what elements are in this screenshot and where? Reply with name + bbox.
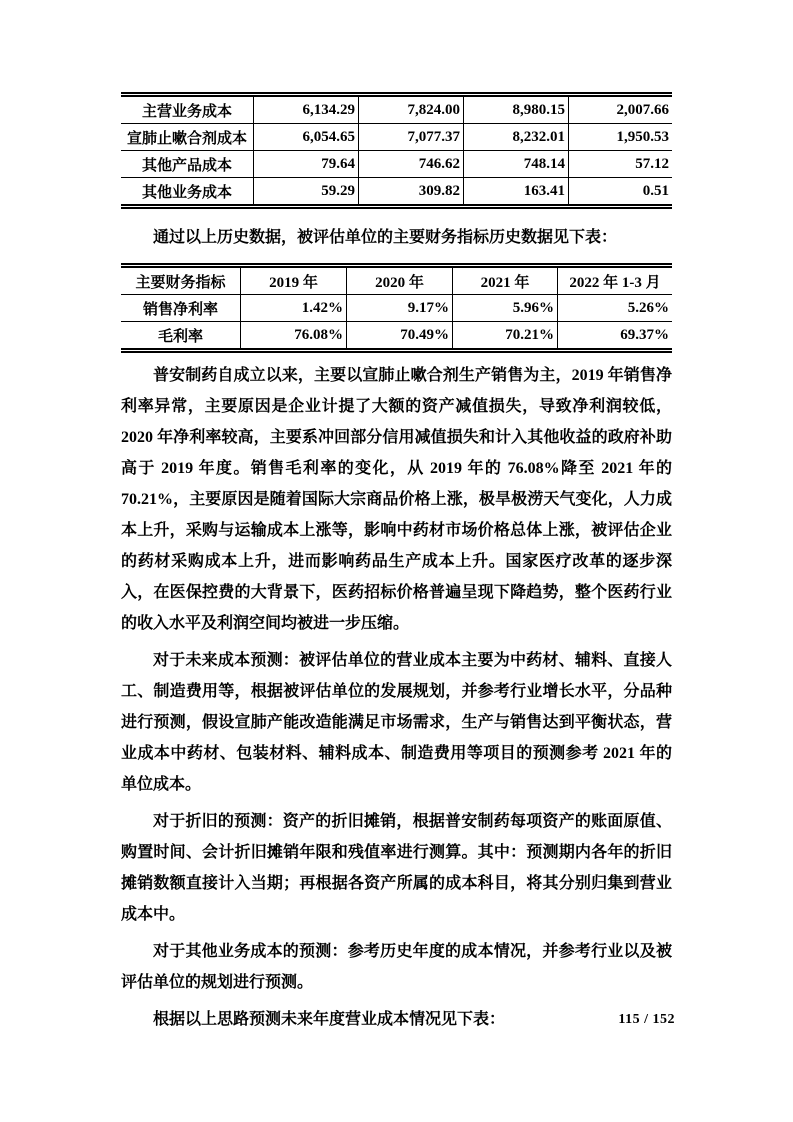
column-header: 2019 年	[240, 268, 346, 294]
table-cell: 748.14	[463, 150, 568, 177]
financial-indicators-table	[121, 263, 672, 353]
table-row	[121, 294, 672, 321]
table-cell: 309.82	[358, 177, 463, 204]
paragraph-depreciation-forecast: 对于折旧的预测：资产的折旧摊销，根据普安制药每项资产的账面原值、购置时间、会计折旧摊销年限和残值率进行测算。其中：预测期内各年的折旧摊销数额直接计入当期；再根据各资产所属的成本科目，将其分别归集到营业成本中。	[121, 813, 672, 923]
table-cell: 6,054.65	[253, 123, 358, 150]
cost-history-table	[121, 92, 672, 209]
table-cell: 1.42%	[240, 294, 346, 321]
row-label: 主营业务成本	[141, 103, 232, 120]
table-cell: 746.62	[358, 150, 463, 177]
paragraph-history-analysis: 普安制药自成立以来，主要以宣肺止嗽合剂生产销售为主，2019 年销售净利率异常，主要原因是企业计提了大额的资产减值损失，导致净利润较低，2020 年净利率较高，主要系冲回部分信用减值损失和计入其他收益的政府补助高于 2019 年度。销售毛利率的变化，从 2019 年的 76.08%降至 2021 年的 70.21%，主要原因是随着国际大宗商品价格上涨，极旱极涝天气变化，人力成本上升，采购与运输成本上涨等，影响中药材市场价格总体上涨，被评估企业的药材采购成本上升，进而影响药品生产成本上升。国家医疗改革的逐步深入，在医保控费的大背景下，医药招标价格普遍呈现下降趋势，整个医药行业的收入水平及利润空间均被进一步压缩。	[121, 367, 672, 632]
intro-sentence: 通过以上历史数据，被评估单位的主要财务指标历史数据见下表：	[153, 229, 618, 246]
table-row	[121, 123, 672, 150]
table-cell: 76.08%	[240, 321, 346, 348]
page-content	[121, 92, 672, 1035]
row-label: 其他业务成本	[121, 177, 253, 204]
table-cell: 59.29	[253, 177, 358, 204]
table-cell: 6,134.29	[253, 97, 358, 123]
table-cell: 5.96%	[452, 294, 557, 321]
table-cell: 2,007.66	[568, 97, 672, 123]
row-label: 毛利率	[121, 321, 240, 348]
row-label: 其他产品成本	[121, 150, 253, 177]
table-cell: 7,077.37	[358, 123, 463, 150]
table-cell: 69.37%	[557, 321, 672, 348]
column-header: 2021 年	[452, 268, 557, 294]
column-header: 主要财务指标	[135, 274, 226, 291]
table-cell: 163.41	[463, 177, 568, 204]
table-row	[121, 97, 672, 123]
table-cell: 5.26%	[557, 294, 672, 321]
table-cell: 8,232.01	[463, 123, 568, 150]
table-header-row	[121, 268, 672, 294]
table-cell: 7,824.00	[358, 97, 463, 123]
row-label: 宣肺止嗽合剂成本	[121, 123, 253, 150]
paragraph-table-leadin: 根据以上思路预测未来年度营业成本情况见下表：	[153, 1011, 506, 1028]
page-number: 115 / 152	[618, 1012, 675, 1027]
table-cell: 8,980.15	[463, 97, 568, 123]
table-cell: 70.21%	[452, 321, 557, 348]
table-cell: 70.49%	[346, 321, 452, 348]
table-row	[121, 150, 672, 177]
table-cell: 57.12	[568, 150, 672, 177]
table-row	[121, 321, 672, 348]
financial-indicators-table-wrap	[121, 263, 672, 353]
column-header: 2022 年 1-3 月	[557, 268, 672, 294]
column-header: 2020 年	[346, 268, 452, 294]
row-label: 销售净利率	[121, 294, 240, 321]
paragraph-future-cost-forecast: 对于未来成本预测：被评估单位的营业成本主要为中药材、辅料、直接人工、制造费用等，根据被评估单位的发展规划，并参考行业增长水平，分品种进行预测，假设宣肺产能改造能满足市场需求，生产与销售达到平衡状态，营业成本中药材、包装材料、辅料成本、制造费用等项目的预测参考 2021 年的单位成本。	[121, 652, 672, 793]
table-cell: 79.64	[253, 150, 358, 177]
table-cell: 1,950.53	[568, 123, 672, 150]
table-row	[121, 177, 672, 204]
table-cell: 0.51	[568, 177, 672, 204]
paragraph-other-cost-forecast: 对于其他业务成本的预测：参考历史年度的成本情况，并参考行业以及被评估单位的规划进行预测。	[121, 943, 672, 991]
table-cell: 9.17%	[346, 294, 452, 321]
